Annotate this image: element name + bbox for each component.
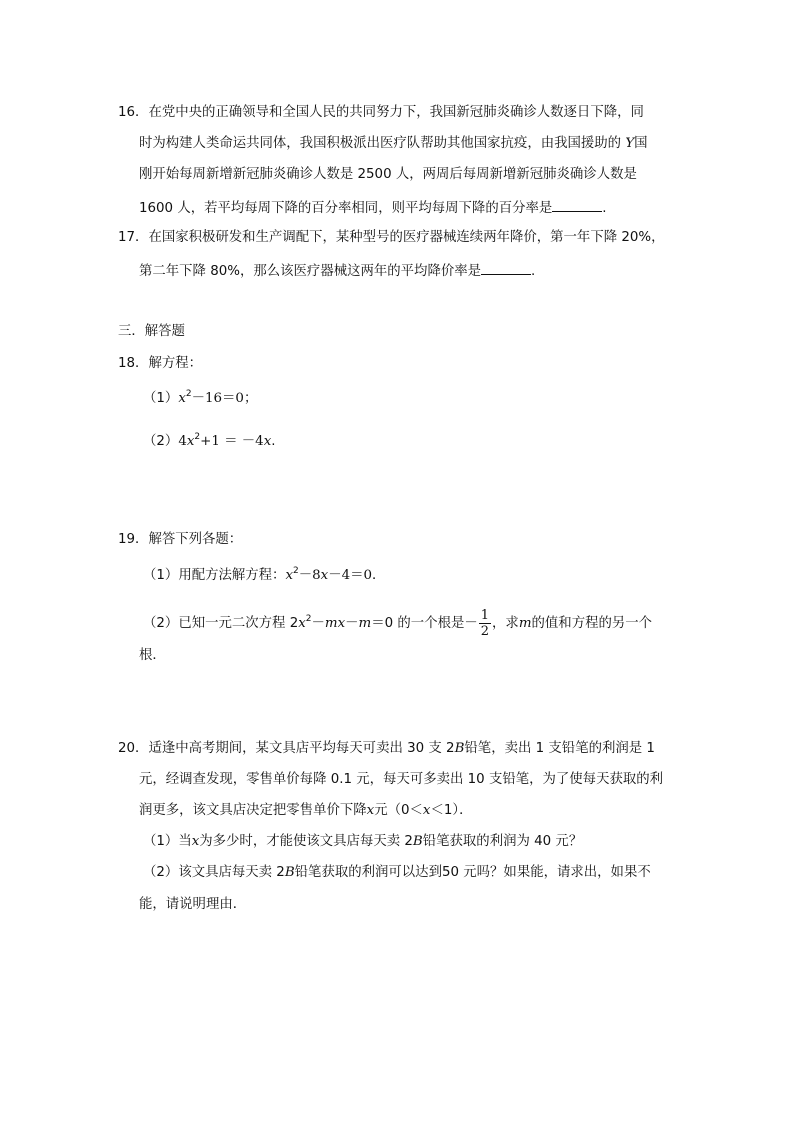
q20-text-3c: ＜1）．: [430, 803, 473, 818]
q20-p1-a: 当: [178, 834, 192, 849]
q20-line-3: [139, 801, 472, 821]
q19-p2-label: （2）: [143, 616, 179, 631]
q20-line-1: [118, 739, 655, 759]
q19-p2-minus: －: [311, 616, 325, 631]
q20-text-3b: 元（0＜: [374, 803, 423, 818]
q16-line-4: [139, 197, 607, 219]
q20-part-1: [143, 832, 582, 852]
q18-stem-text: 解方程：: [148, 356, 202, 371]
q19-p2-x: x: [298, 616, 306, 631]
q18-p2-x: x: [186, 434, 195, 449]
q20-p2-label: （2）: [143, 865, 179, 880]
q18-p2-label: （2）: [143, 434, 179, 449]
q19-frac-num: 1: [480, 607, 490, 623]
q19-p1-text: 用配方法解方程：: [178, 568, 286, 583]
q17-line-1: [118, 228, 665, 248]
q16-number: 16．: [118, 105, 149, 120]
q19-p2-m3: m: [518, 616, 532, 631]
q16-text-4: 1600 人，若平均每周下降的百分率相同，则平均每周下降的百分率是: [139, 201, 553, 216]
q20-number: 20．: [118, 741, 149, 756]
q20-text-1c: 铅笔，卖出 1 支铅笔的利润是 1: [464, 741, 655, 756]
q20-p2-a: 该文具店每天卖 2: [178, 865, 285, 880]
q16-line-3: [139, 165, 637, 185]
q20-part-2-cont: 能，请说明理由．: [139, 897, 247, 912]
q19-stem: [118, 530, 242, 550]
q20-var-b: B: [454, 741, 465, 756]
q19-part-2: [143, 606, 652, 642]
q19-frac-den: 2: [480, 623, 490, 639]
q19-part-1: [143, 566, 385, 586]
q20-p1-label: （1）: [143, 834, 179, 849]
q18-p2-exp: 2: [194, 431, 201, 442]
q20-part-2: [143, 863, 651, 883]
q18-p1-label: （1）: [143, 391, 179, 406]
q19-p1-mid: －8: [298, 568, 321, 583]
q20-p1-x: x: [191, 834, 200, 849]
q17-text-2: 第二年下降 80%，那么该医疗器械这两年的平均降价率是: [139, 264, 482, 279]
q18-p2-mid: +1 ＝ －4: [200, 434, 264, 449]
q19-number: 19．: [118, 532, 149, 547]
q19-p1-x2: x: [320, 568, 329, 583]
q19-stem-text: 解答下列各题：: [148, 532, 243, 547]
q19-p2-m: m: [358, 616, 372, 631]
q19-p1-x: x: [285, 568, 293, 583]
q19-p1-end: －4＝0．: [328, 568, 386, 583]
q20-p1-c: 铅笔获取的利润为 40 元？: [422, 834, 583, 849]
q17-text-1: 在国家积极研发和生产调配下，某种型号的医疗器械连续两年降价，第一年下降 20%，: [148, 230, 665, 245]
q17-line-2: [139, 260, 535, 282]
q18-p1-x: x: [178, 391, 186, 406]
q20-var-x2: x: [422, 803, 431, 818]
q19-p2-mx: mx: [324, 616, 346, 631]
q16-line-1: [118, 103, 644, 123]
q19-part-2-cont: 根．: [139, 648, 166, 663]
q16-end: .: [602, 201, 607, 216]
q20-var-x: x: [366, 803, 375, 818]
q17-answer-blank[interactable]: [481, 260, 531, 275]
q18-p2-end: .: [271, 434, 276, 449]
q20-p1-b: 为多少时，才能使该文具店每天卖 2: [199, 834, 413, 849]
q20-text-1a: 适逢中高考期间，某文具店平均每天可卖出 30 支 2: [148, 741, 455, 756]
q20-p2-b: 铅笔获取的利润可以达到50 元吗？如果能，请求出，如果不: [294, 865, 651, 880]
q18-part-1: [143, 389, 257, 409]
q18-p1-rest: －16＝0；: [191, 391, 258, 406]
q18-p2-coef: 4: [178, 434, 187, 449]
q16-answer-blank[interactable]: [552, 197, 602, 212]
q19-p2-eq: ＝0 的一个根是－: [371, 616, 478, 631]
q20-p1-B: B: [412, 834, 423, 849]
q19-p1-exp: 2: [293, 565, 299, 576]
q19-p2-after: ，求: [492, 616, 519, 631]
q16-text-1: 在党中央的正确领导和全国人民的共同努力下，我国新冠肺炎确诊人数逐日下降，同: [148, 105, 644, 120]
q18-number: 18．: [118, 356, 149, 371]
q20-text-3a: 润更多，该文具店决定把零售单价下降: [139, 803, 367, 818]
q17-number: 17．: [118, 230, 149, 245]
q18-p2-x2: x: [263, 434, 272, 449]
q16-line-2: [139, 134, 648, 154]
q16-var-y: Y: [625, 136, 635, 151]
q19-p2-text: 已知一元二次方程 2: [178, 616, 299, 631]
q19-p2-tail: 的值和方程的另一个: [531, 616, 653, 631]
q19-fraction: [479, 608, 491, 639]
q16-text-3: 刚开始每周新增新冠肺炎确诊人数是 2500 人，两周后每周新增新冠肺炎确诊人数是: [139, 167, 637, 182]
q20-line-2: 元，经调查发现，零售单价每降 0.1 元，每天可多卖出 10 支铅笔，为了使每天获取的利: [139, 772, 664, 787]
q16-text-2: 时为构建人类命运共同体，我国积极派出医疗队帮助其他国家抗疫，由我国援助的: [139, 136, 622, 151]
q16-text-2b: 国: [634, 136, 648, 151]
section-title: 三．解答题: [118, 324, 185, 339]
q19-p1-label: （1）: [143, 568, 179, 583]
q19-p2-minus2: －: [345, 616, 359, 631]
q18-part-2: [143, 432, 276, 452]
q18-p1-exp: 2: [185, 388, 192, 399]
q20-p2-B: B: [284, 865, 295, 880]
q17-end: .: [531, 264, 536, 279]
q19-p2-exp: 2: [305, 613, 312, 624]
q18-stem: [118, 354, 202, 374]
